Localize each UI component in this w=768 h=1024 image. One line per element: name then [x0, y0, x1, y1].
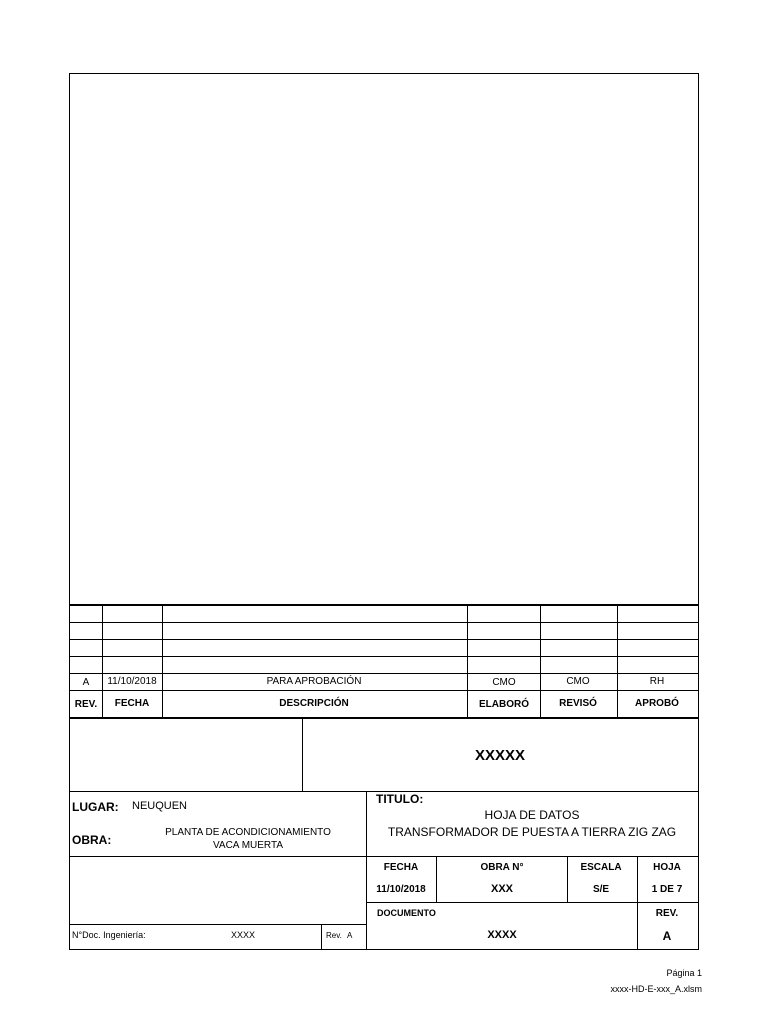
revision-reviso-cell: CMO — [566, 676, 590, 687]
titulo-line1: HOJA DE DATOS — [484, 808, 580, 822]
fecha-label: FECHA — [383, 862, 419, 873]
header-rev: REV. — [74, 699, 98, 710]
footer-filename: xxxx-HD-E-xxx_A.xlsm — [610, 984, 702, 994]
obra-numero-value: XXX — [490, 883, 514, 895]
title-block-top-border — [69, 717, 699, 719]
obra-numero-label: OBRA N° — [480, 862, 524, 873]
revision-aprobo-cell: RH — [649, 676, 665, 687]
table-rule — [467, 604, 468, 718]
table-rule — [162, 604, 163, 718]
documento-value: XXXX — [487, 929, 517, 941]
logo-area-divider — [302, 718, 303, 792]
footer-page-number: Página 1 — [666, 968, 702, 978]
table-rule — [540, 604, 541, 718]
revision-rev-cell: A — [82, 677, 90, 688]
lugar-label: LUGAR: — [72, 800, 119, 814]
titulo-label: TITULO: — [376, 792, 424, 806]
table-rule — [366, 902, 699, 903]
documento-rev-label: REV. — [655, 908, 679, 919]
table-rule — [637, 856, 638, 950]
table-rule — [69, 690, 699, 691]
document-frame — [69, 73, 699, 950]
obra-label: OBRA: — [72, 833, 112, 847]
revision-table-top-border — [69, 604, 699, 606]
header-fecha: FECHA — [114, 698, 150, 709]
titulo-line2: TRANSFORMADOR DE PUESTA A TIERRA ZIG ZAG — [387, 825, 677, 839]
header-elaboro: ELABORÓ — [479, 699, 529, 710]
company-code: XXXXX — [474, 747, 526, 764]
table-rule — [69, 622, 699, 623]
obra-value-line1: PLANTA DE ACONDICIONAMIENTO — [165, 827, 331, 838]
hoja-label: HOJA — [653, 862, 681, 873]
revision-elaboro-cell: CMO — [492, 677, 516, 688]
table-rule — [617, 604, 618, 718]
lugar-value: NEUQUEN — [132, 800, 188, 812]
doc-ingenieria-rev-value: A — [347, 931, 353, 940]
table-rule — [69, 656, 699, 657]
table-rule — [102, 604, 103, 718]
revision-description-cell: PARA APROBACIÓN — [266, 676, 362, 687]
table-rule — [69, 856, 699, 857]
documento-label: DOCUMENTO — [377, 908, 436, 918]
hoja-value: 1 DE 7 — [651, 884, 683, 895]
header-descripcion: DESCRIPCIÓN — [279, 698, 349, 709]
table-rule — [366, 791, 367, 950]
header-reviso: REVISÓ — [559, 698, 597, 709]
doc-ingenieria-value: XXXX — [230, 930, 256, 940]
doc-ingenieria-rev-label: Rev. — [326, 931, 342, 940]
table-rule — [69, 673, 699, 674]
table-rule — [321, 924, 322, 950]
doc-ingenieria-label: N°Doc. Ingeniería: — [72, 930, 146, 940]
header-aprobo: APROBÓ — [635, 698, 679, 709]
escala-value: S/E — [592, 884, 610, 895]
table-rule — [436, 856, 437, 903]
escala-label: ESCALA — [580, 862, 622, 873]
table-rule — [567, 856, 568, 903]
obra-value-line2: VACA MUERTA — [212, 840, 284, 851]
fecha-value: 11/10/2018 — [376, 884, 426, 895]
documento-rev-value: A — [662, 929, 672, 943]
revision-date-cell: 11/10/2018 — [107, 676, 157, 687]
table-rule — [69, 639, 699, 640]
